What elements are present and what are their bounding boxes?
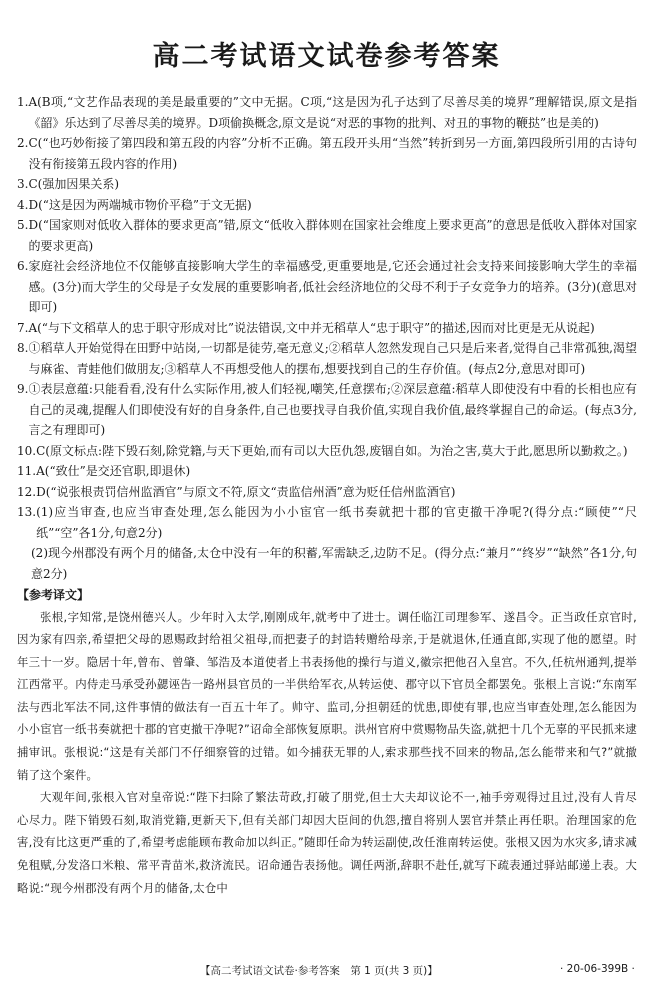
answer-item-4 bbox=[17, 195, 637, 216]
answer-number: 1. bbox=[17, 95, 29, 109]
answer-text: A(“致仕”是交还官职,即退休) bbox=[36, 464, 191, 478]
answer-number: 2. bbox=[17, 136, 29, 150]
answer-number: 6. bbox=[17, 259, 29, 273]
translation-paragraph-1: 张根,字知常,是饶州德兴人。少年时入太学,刚刚成年,就考中了进士。调任临江司理参军、遂昌令。正当政任京官时,因为家有四亲,希望把父母的恩赐政封给祖父祖母,而把妻子的封诰转赠给母亲,于是就退休,任通直郎,实现了他的愿望。时年三十一岁。隐居十年,曾布、曾肇、邹浩及本道使者上书表扬他的操行与道义,徽宗把他召入皇宫。不久,任杭州通判,提举江西常平。内侍走马承受孙勰诬告一路州县官员的一半供给军衣,从转运使、郡守以下官员全都罢免。张根上言说:“东南军法与西北军法不同,这件事情的做法有一百五十年了。帅守、监司,分担朝廷的忧患,即使有罪,也应当审查处理,怎么能因为小小宦官一纸书奏就把十郡的官吏撤干净呢?”诏命全部恢复原职。洪州官府中赏赐物品失盗,就把十几个无辜的平民抓来逮捕审讯。张根说:“这是有关部门不仔细察管的过错。如今捕获无罪的人,索求那些找不回来的物品,怎么能带来和气?”就撤销了这个案件。 bbox=[17, 609, 637, 782]
footer-exam-code: · 20-06-399B · bbox=[560, 963, 635, 975]
answer-text: A(“与下文稻草人的忠于职守形成对比”说法错误,文中并无稻草人“忠于职守”的描述,因而对比更是无从说起) bbox=[28, 320, 595, 335]
answer-content bbox=[17, 92, 637, 899]
answer-number: 12. bbox=[17, 484, 37, 499]
answer-item-12 bbox=[17, 482, 637, 503]
answer-number: 8. bbox=[17, 341, 29, 355]
answer-text: C(强加因果关系) bbox=[28, 177, 119, 191]
answer-number: 11. bbox=[17, 464, 37, 478]
answer-text: ①稻草人开始觉得在田野中站岗,一切都是徒劳,毫无意义;②稻草人忽然发现自己只是后来者,觉得自己非常孤独,渴望与麻雀、青蛙他们做朋友;③稻草人不再想受他人的摆布,想要找到自己的生存价值。(每点2分,意思对即可) bbox=[28, 341, 637, 376]
answer-text: D(“国家则对低收入群体的要求更高”错,原文“低收入群体则在国家社会维度上要求更高”的意思是低收入群体对国家的要求更高) bbox=[28, 218, 637, 253]
answer-text: C(“也巧妙衔接了第四段和第五段的内容”分析不正确。第五段开头用“当然”转折到另一方面,第四段所引用的古诗句没有衔接第五段内容的作用) bbox=[28, 136, 637, 171]
answer-number: 4. bbox=[17, 197, 29, 212]
answer-item-2 bbox=[17, 133, 637, 174]
answer-item-11 bbox=[17, 461, 637, 482]
answer-text: D(“说张根责罚信州监酒官”与原文不符,原文“责监信州酒”意为贬任信州监酒官) bbox=[36, 484, 456, 499]
answer-number: 7. bbox=[17, 320, 29, 335]
answer-number: 13. bbox=[17, 505, 37, 519]
page-title: 高二考试语文试卷参考答案 bbox=[152, 41, 501, 72]
answer-item-10 bbox=[17, 441, 637, 462]
answer-text: ①表层意蕴:只能看看,没有什么实际作用,被人们轻视,嘲笑,任意摆布;②深层意蕴:稻草人即使没有中看的长相也应有自己的灵魂,提醒人们即使没有好的自身条件,自己也要找寻自我价值,实现自我价值,最终掌握自己的命运。(每点3分,言之有理即可) bbox=[28, 382, 637, 437]
answer-number: 9. bbox=[17, 382, 29, 396]
answer-item-5 bbox=[17, 215, 637, 256]
answer-item-9 bbox=[17, 379, 637, 441]
answer-text: (1)应当审查,也应当审查处理,怎么能因为小小宦官一纸书奏就把十郡的官吏撤干净呢?(得分点:“顾使”“尺纸”“空”各1分,句意2分) bbox=[36, 505, 637, 540]
answer-text: A(B项,“文艺作品表现的美是最重要的”文中无据。C项,“这是因为孔子达到了尽善尽美的境界”理解错误,原文是指《韶》乐达到了尽善尽美的境界。D项偷换概念,原文是说“对恶的事物的批判、对丑的事物的鞭挞”也是美的) bbox=[28, 95, 637, 130]
answer-13-part-2: (2)现今州郡没有两个月的储备,太仓中没有一年的积蓄,军需缺乏,边防不足。(得分点:“兼月”“终岁”“缺然”各1分,句意2分) bbox=[31, 546, 637, 581]
answer-item-8 bbox=[17, 338, 637, 379]
answer-text: D(“这是因为两端城市物价平稳”于文无据) bbox=[28, 197, 252, 212]
answer-number: 5. bbox=[17, 218, 29, 232]
answer-number: 3. bbox=[17, 177, 29, 191]
reference-translation-heading: 【参考译文】 bbox=[17, 588, 90, 602]
answer-number: 10. bbox=[17, 443, 37, 458]
answer-item-13 bbox=[17, 502, 637, 543]
footer-page-info: 【高二考试语文试卷·参考答案 第 1 页(共 3 页)】 bbox=[200, 965, 438, 977]
answer-item-3 bbox=[17, 174, 637, 195]
answer-item-1 bbox=[17, 92, 637, 133]
translation-paragraph-2: 大观年间,张根入官对皇帝说:“陛下扫除了繁法苛政,打破了朋党,但士大夫却议论不一,袖手旁观得过且过,没有人肯尽心尽力。陛下销毁石刻,取消党籍,更新天下,但有关部门却因大臣间的仇怨,擅自将别人罢官并禁止再任职。治理国家的危害,没有比这更严重的了,希望考虑能顾布教命加以纠正。”随即任命为转运副使,改任淮南转运使。张根又因为水灾多,请求减免租赋,分发洛口米粮、常平青苗米,救济流民。诏命通告表扬他。调任两浙,辞职不赴任,就写下疏表通过驿站邮递上表。大略说:“现今州郡没有两个月的储备,太仓中 bbox=[17, 790, 637, 895]
answer-text: 家庭社会经济地位不仅能够直接影响大学生的幸福感受,更重要地是,它还会通过社会支持来间接影响大学生的幸福感。(3分)而大学生的父母是子女发展的重要影响者,低社会经济地位的父母不利于子女竞争力的培养。(3分)(意思对即可) bbox=[28, 259, 637, 314]
answer-item-6 bbox=[17, 256, 637, 318]
answer-item-7 bbox=[17, 318, 637, 339]
answer-text: C(原文标点:陛下毁石刻,除党籍,与天下更始,而有司以大臣仇怨,废锢自如。为治之害,莫大于此,愿思所以勤救之。) bbox=[36, 443, 628, 458]
